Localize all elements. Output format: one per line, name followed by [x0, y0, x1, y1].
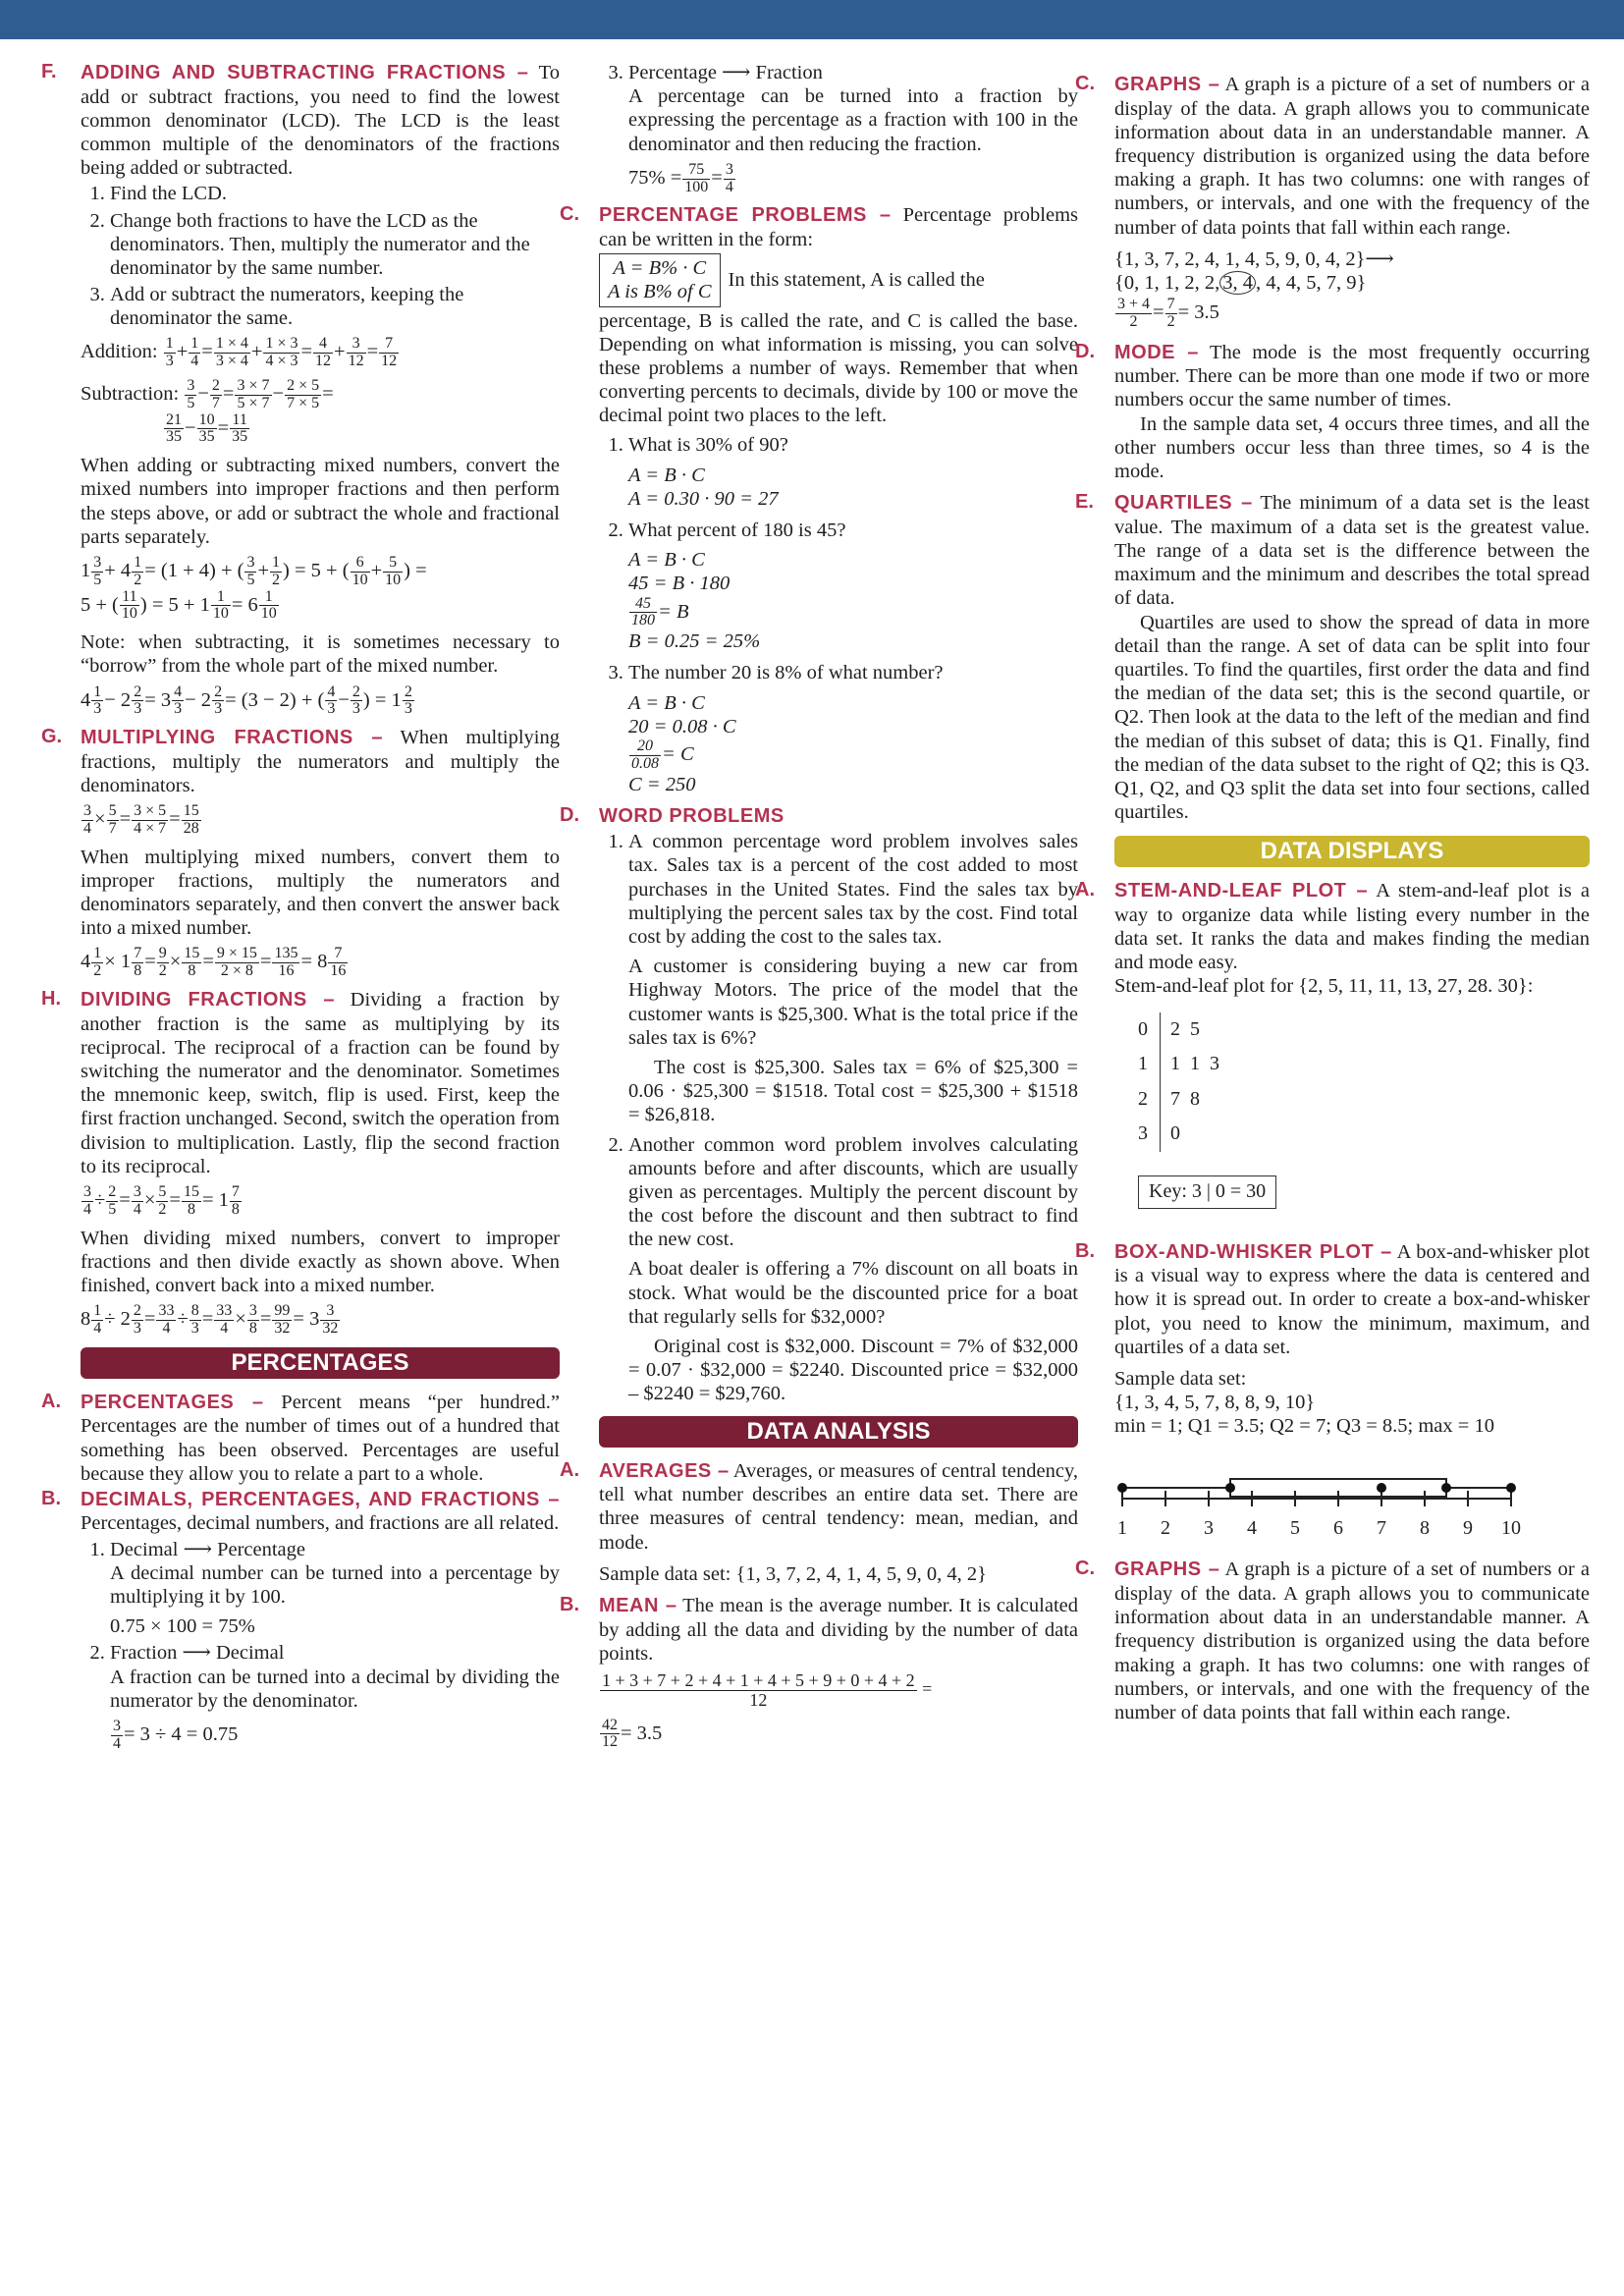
sample-data: {1, 3, 4, 5, 7, 8, 8, 9, 10}	[1114, 1392, 1316, 1414]
tick-label: 10	[1501, 1517, 1521, 1540]
equation: $\frac{45}{180}$ = B	[631, 594, 689, 629]
median-circle: 3, 4	[1219, 271, 1256, 295]
section-word-problems	[560, 803, 1078, 829]
section-text: Dividing a fraction by another fraction is the same as multiplying by its reciprocal. The reciprocal of a fraction can be found by switching the numerator and the denominator. Sometimes the mnemonic keep, switch, flip is used. First, keep the first fraction unchanged. Second, switch the operation from division to multiplication. Lastly, flip the second fraction to its reciprocal.	[81, 989, 560, 1177]
section-heading: MEAN –	[599, 1594, 677, 1616]
section-percentages	[41, 1390, 561, 1486]
section-graphs	[1075, 1558, 1591, 1724]
section-letter: E.	[1075, 491, 1094, 514]
section-heading: STEM-AND-LEAF PLOT –	[1114, 880, 1369, 902]
section-heading: PERCENTAGES –	[81, 1391, 264, 1413]
divide-mixed-example: 8 $\frac{1}{4}$ ÷ 2 $\frac{2}{3}$ = $\frac{33}{4}$ ÷ $\frac{8}{3}$ = $\frac{33}{4}$ × $\frac{3}{8}$ = $\frac{99}{32}$ = 3 $\frac{3}{32}$	[81, 1302, 339, 1337]
section-text: The mean is the average number. It is calculated by adding all the data and dividing by the number of data points.	[599, 1594, 1078, 1665]
section-text: percentage, B is called the rate, and C is called the base. Depending on what information is missing, you can solve these problems a number of ways. Remember that when converting percents to decimals, divide by 100 or move the decimal point two places to the left.	[599, 309, 1078, 427]
section-text: The minimum of a data set is the least value. The maximum of a data set is the greatest value. The range of a data set is the difference between the maximum and the minimum and describes the total spread of data.	[1114, 492, 1590, 610]
section-letter: B.	[41, 1487, 61, 1509]
section-median	[1075, 73, 1591, 339]
section-multiplying	[41, 726, 561, 797]
section-text: When multiplying fractions, multiply the numerators and multiply the denominators.	[81, 727, 561, 796]
multiply-mixed-example: 4 $\frac{1}{2}$ × 1 $\frac{7}{8}$ = $\frac{9}{2}$ × $\frac{15}{8}$ = $\frac{9 \times 15}{2 \times 8}$ = $\frac{135}{16}$ = 8 $\frac{7}{16}$	[81, 945, 347, 980]
section-heading: GRAPHS –	[1114, 74, 1220, 95]
equation-text: = 3 ÷ 4 = 0.75	[124, 1722, 239, 1745]
section-heading: PERCENTAGE PROBLEMS –	[599, 204, 892, 227]
section-text: Quartiles are used to show the spread of data in more detail than the range. A set of data can be split into four quartiles. To find the quartiles, first order the data and find the median of the data set; this is the second quartile, or Q2. Then look at the data to the left of the median and find the median of this subset of data; this is Q1. Finally, find the median of the data subset to the right of Q2; this is Q3. Q1, Q2, and Q3 split the data set into four sections, called quartiles.	[1114, 611, 1590, 824]
section-text: A graph is a picture of a set of numbers or a display of the data. A graph allows you to communicate information about data in an understandable manner. A frequency distribution is organized using the data before making a graph. It has two columns: one with ranges of numbers, or intervals, and one with the frequency of the number of data points that fall within each range.	[1114, 1558, 1591, 1723]
top-color-bar	[0, 0, 1624, 39]
section-text: A box-and-whisker plot is a visual way to express where the data is centered and how it is spread out. In order to create a box-and-whisker plot, you need to know the minimum, maximum, and quartiles of a data set.	[1114, 1240, 1591, 1358]
list-item-text: 2. Another common word problem involves calculating amounts before and after discounts, which are usually given as percentages. Multiply the percent discount by the cost before the discount and then subtract to find the new cost.	[628, 1133, 1078, 1251]
question: The number 20 is 8% of what number?	[628, 662, 944, 684]
section-heading: AVERAGES –	[599, 1459, 730, 1482]
equation: 20 = 0.08 · C	[628, 715, 736, 738]
section-heading: BOX-AND-WHISKER PLOT –	[1114, 1240, 1392, 1263]
example-label: Subtraction:	[81, 383, 180, 406]
section-text: The mode is the most frequently occurring number. There can be more than one mode if two or more numbers occur the same number of times.	[1114, 341, 1590, 411]
section-percentage-problems	[560, 203, 1079, 251]
formula-box	[599, 253, 721, 306]
section-heading: WORD PROBLEMS	[599, 804, 785, 827]
column-3	[1075, 73, 1591, 1726]
max-point	[1506, 1483, 1516, 1493]
list-item-text: A decimal number can be turned into a percentage by multiplying it by 100.	[110, 1561, 560, 1609]
stem-row	[1128, 1047, 1229, 1082]
section-text: In this statement, A is called the	[728, 269, 985, 292]
plot-caption: Stem-and-leaf plot for {2, 5, 11, 11, 13, 27, 28. 30}:	[1114, 975, 1534, 998]
list-item	[628, 61, 1078, 195]
stem-row	[1128, 1012, 1229, 1048]
equation: C = 250	[628, 773, 696, 795]
conversion-list	[81, 1538, 560, 1753]
section-quartiles	[1075, 491, 1590, 830]
list-item	[110, 1641, 560, 1752]
section-mean	[560, 1593, 1078, 1759]
section-letter: C.	[560, 203, 579, 226]
tick-label: 7	[1377, 1517, 1386, 1540]
mean-result: $\frac{42}{12}$ = 3.5	[602, 1716, 663, 1751]
section-text: In the sample data set, 4 occurs three times, and all the other numbers occur less than three times, so 4 is the mode.	[1114, 412, 1590, 483]
section-adding-subtracting	[41, 61, 560, 180]
list-item	[628, 661, 1078, 795]
section-text: Percentages, decimal numbers, and fractions are all related.	[81, 1512, 560, 1535]
median-result: = 3.5	[1177, 301, 1219, 324]
section-averages	[560, 1458, 1078, 1592]
section-letter: H.	[41, 988, 61, 1011]
problems-list	[599, 433, 1078, 795]
subtraction-example: Subtraction: $\frac{3}{5}$ − $\frac{2}{7}$ = $\frac{3 \times 7}{5 \times 7}$ − $\frac{2 \times 5}{7 \times 5}$ = $\frac{21}{35}$ − $\frac{10}{35}$ = $\frac{11}{35}$	[81, 377, 334, 446]
divide-example: $\frac{3}{4}$ ÷ $\frac{2}{5}$ = $\frac{3}{4}$ × $\frac{5}{2}$ = $\frac{15}{8}$ = 1 $\frac{7}{8}$	[83, 1182, 240, 1218]
stem-key: Key: 3 | 0 = 30	[1138, 1175, 1276, 1209]
list-item	[628, 1133, 1078, 1406]
list-item	[628, 519, 1078, 653]
tick-label: 9	[1463, 1517, 1473, 1540]
section-heading: MULTIPLYING FRACTIONS –	[81, 727, 384, 749]
solution-text: Original cost is $32,000. Discount = 7% of $32,000 = 0.07 · $32,000 = $2240. Discounted price = $32,000 – $2240 = $29,760.	[628, 1336, 1078, 1405]
leaves: 0	[1170, 1122, 1180, 1145]
equation: 75% = $\frac{75}{100}$ = $\frac{3}{4}$	[628, 160, 733, 195]
section-heading: GRAPHS –	[1114, 1558, 1220, 1581]
section-heading: ADDING AND SUBTRACTING FRACTIONS –	[81, 62, 529, 83]
section-letter: B.	[560, 1593, 579, 1615]
list-item-title: Fraction ⟶ Decimal	[110, 1642, 285, 1665]
section-letter: F.	[41, 61, 57, 82]
leaves: 2 5	[1170, 1017, 1200, 1040]
leaves: 7 8	[1170, 1087, 1200, 1110]
equation: 45 = B · 180	[628, 573, 731, 595]
box-whisker-plot	[1107, 1455, 1543, 1546]
q1-point	[1225, 1483, 1235, 1493]
section-heading: MODE –	[1114, 341, 1199, 363]
section-text: Averages, or measures of central tendency, tell what number describes an entire data set. There are three measures of central tendency: mean, median, and mode.	[599, 1459, 1078, 1554]
steps-list	[81, 182, 560, 330]
formula-line: A is B% of C	[608, 281, 712, 303]
tick-label: 1	[1117, 1517, 1127, 1540]
mean-sum: 1 + 3 + 7 + 2 + 4 + 1 + 4 + 5 + 9 + 0 + 4 + 2	[602, 1669, 915, 1690]
column-1	[41, 61, 561, 1761]
data-displays-banner: DATA DISPLAYS	[1114, 836, 1590, 867]
tick-label: 3	[1204, 1517, 1214, 1540]
section-letter: A.	[1075, 879, 1095, 902]
mean-result-text: = 3.5	[621, 1722, 663, 1744]
equation: A = 0.30 · 90 = 27	[628, 487, 779, 510]
tick-label: 4	[1247, 1517, 1257, 1540]
list-item: 3. Add or subtract the numerators, keeping the denominator the same.	[110, 283, 560, 330]
median-point	[1377, 1483, 1386, 1493]
sample-stats: min = 1; Q1 = 3.5; Q2 = 7; Q3 = 8.5; max = 10	[1114, 1415, 1494, 1438]
section-decimals-percentages-fractions	[41, 1487, 560, 1536]
list-item-text: 1. A common percentage word problem involves sales tax. Sales tax is a percent of the cost added to most purchases in the United States. Find the sales tax by multiplying the percent sales tax by the cost. Find total cost by adding the cost to the sales tax.	[628, 831, 1078, 949]
tick-label: 5	[1290, 1517, 1300, 1540]
set-part: , 4, 4, 5, 7, 9}	[1255, 271, 1367, 294]
mixed-numbers-text: When adding or subtracting mixed numbers, convert the mixed numbers into improper fractions and then perform the steps above, or add or subtract the whole and fractional parts separately.	[81, 455, 560, 548]
formula-line: A = B% · C	[613, 257, 707, 280]
stem: 2	[1128, 1082, 1161, 1118]
list-item-title: Percentage ⟶ Fraction	[628, 62, 823, 83]
equation: B = 0.25 = 25%	[628, 630, 761, 653]
section-letter: G.	[41, 726, 63, 748]
multiply-example: $\frac{3}{4}$ × $\frac{5}{7}$ = $\frac{3 \times 5}{4 \times 7}$ = $\frac{15}{28}$	[83, 802, 199, 837]
section-letter: C.	[1075, 73, 1095, 94]
section-letter: A.	[560, 1458, 579, 1481]
min-point	[1117, 1483, 1127, 1493]
q3-point	[1441, 1483, 1451, 1493]
list-item	[628, 433, 1078, 511]
data-set: {1, 3, 7, 2, 4, 1, 4, 5, 9, 0, 4, 2}⟶	[1114, 247, 1394, 270]
stem-row	[1128, 1082, 1229, 1118]
mean-equation: $\frac{1 + 3 + 7 + 2 + 4 + 1 + 4 + 5 + 9 + 0 + 4 + 2}{12}$ =	[602, 1669, 933, 1710]
set-part: {0, 1, 1, 2, 2,	[1114, 271, 1220, 294]
mixed-subtract-example: 4 $\frac{1}{3}$ − 2 $\frac{2}{3}$ = 3 $\frac{4}{3}$ − 2 $\frac{2}{3}$ = (3 − 2) + ( $\frac{4}{3}$ − $\frac{2}{3}$ ) = 1 $\frac{2}{3}$	[81, 683, 412, 718]
note-text: Note: when subtracting, it is sometimes necessary to “borrow” from the whole part of the mixed number.	[81, 631, 560, 678]
section-dividing	[41, 988, 560, 1178]
list-item-title: Decimal ⟶ Percentage	[110, 1538, 305, 1560]
stem-row	[1128, 1117, 1229, 1152]
list-item-text: A fraction can be turned into a decimal by dividing the numerator by the denominator.	[110, 1666, 560, 1712]
stem: 1	[1128, 1047, 1161, 1082]
word-problems-list	[599, 830, 1078, 1405]
tick-label: 8	[1420, 1517, 1430, 1540]
list-item	[628, 830, 1078, 1126]
leaves: 1 1 3	[1170, 1053, 1219, 1075]
stem-and-leaf-plot	[1128, 1012, 1590, 1238]
section-text: Percent means “per hundred.” Percentages are the number of times out of a hundred that something has been observed. Percentages are useful because they allow you to relate a part to a whole.	[81, 1391, 561, 1485]
stem: 3	[1128, 1117, 1161, 1152]
section-text: A graph is a picture of a set of numbers or a display of the data. A graph allows you to communicate information about data in an understandable manner. A frequency distribution is organized using the data before making a graph. It has two columns: one with ranges of numbers, or intervals, and one with the frequency of the number of data points that fall within each range.	[1114, 74, 1591, 239]
section-heading: DECIMALS, PERCENTAGES, AND FRACTIONS –	[81, 1488, 560, 1510]
equation: $\frac{3}{4}$ = 3 ÷ 4 = 0.75	[113, 1717, 239, 1752]
equation: $\frac{20}{0.08}$ = C	[631, 737, 694, 772]
median-equation: $\frac{3 + 4}{2}$ = $\frac{7}{2}$ = 3.5	[1117, 296, 1219, 330]
section-letter: D.	[1075, 340, 1095, 362]
section-letter: A.	[41, 1390, 61, 1412]
formula-row	[599, 253, 1078, 306]
ordered-data-set	[1114, 271, 1590, 295]
solution-text: The cost is $25,300. Sales tax = 6% of $25,300 = 0.06 · $25,300 = $1518. Total cost = $25,300 + $1518 = $26,818.	[628, 1056, 1078, 1126]
list-item	[110, 1538, 560, 1639]
list-item: 1. Find the LCD.	[110, 182, 560, 205]
section-stem-and-leaf	[1075, 879, 1590, 1237]
example-text: A boat dealer is offering a 7% discount on all boats in stock. What would be the discounted price for a boat that regularly sells for $32,000?	[628, 1258, 1078, 1328]
equation: A = B · C	[628, 691, 705, 714]
tick-label: 2	[1161, 1517, 1170, 1540]
column-2	[560, 61, 1079, 1761]
section-mode	[1075, 340, 1590, 490]
equation: A = B · C	[628, 549, 705, 572]
divide-mixed-text: When dividing mixed numbers, convert to improper fractions and then divide exactly as shown above. When finished, convert back into a mixed number.	[81, 1227, 560, 1296]
equation: 0.75 × 100 = 75%	[110, 1615, 255, 1638]
sample-data: Sample data set: {1, 3, 7, 2, 4, 1, 4, 5, 9, 0, 4, 2}	[599, 1562, 987, 1585]
section-text: Percentage problems can be written in the form:	[599, 204, 1079, 250]
question: What is 30% of 90?	[628, 434, 788, 457]
equation: A = B · C	[628, 464, 705, 486]
example-label: Addition:	[81, 341, 158, 363]
stem: 0	[1128, 1012, 1161, 1048]
tick-label: 6	[1333, 1517, 1343, 1540]
list-item: 2. Change both fractions to have the LCD as the denominators. Then, multiply the numerator and the denominator by the same number.	[110, 209, 560, 281]
data-analysis-banner: DATA ANALYSIS	[599, 1416, 1078, 1448]
mixed-add-example: 1 $\frac{3}{5}$ + 4 $\frac{1}{2}$ = (1 + 4) + ( $\frac{3}{5}$ + $\frac{1}{2}$ ) = 5 + ( $\frac{6}{10}$ + $\frac{5}{10}$ ) = 5 + ( $\frac{11}{10}$ ) = 5 + 1 $\frac{1}{10}$ = 6 $\frac{1}{10}$	[81, 554, 427, 623]
multiply-mixed-text: When multiplying mixed numbers, convert them to improper fractions, multiply the numerators and denominators separately, and then convert the answer back into a mixed number.	[81, 846, 560, 940]
section-letter: C.	[1075, 1558, 1095, 1580]
conversion-list-cont	[599, 61, 1078, 195]
section-text: A stem-and-leaf plot is a way to organize data while listing every number in the data set. It ranks the data and makes finding the median and mode easy.	[1114, 880, 1590, 974]
section-text: To add or subtract fractions, you need to find the lowest common denominator (LCD). The LCD is the least common multiple of the denominators of the fractions being added or subtracted.	[81, 62, 560, 180]
sample-label: Sample data set:	[1114, 1367, 1247, 1390]
section-letter: B.	[1075, 1239, 1095, 1262]
addition-example: Addition: $\frac{1}{3}$ + $\frac{1}{4}$ = $\frac{1 \times 4}{3 \times 4}$ + $\frac{1 \times 3}{4 \times 3}$ = $\frac{4}{12}$ + $\frac{3}{12}$ = $\frac{7}{12}$	[81, 335, 398, 370]
list-item-text: A percentage can be turned into a fraction by expressing the percentage as a fraction with 100 in the denominator and then reducing the fraction.	[628, 85, 1078, 155]
percentages-banner: PERCENTAGES	[81, 1347, 560, 1379]
example-text: A customer is considering buying a new car from Highway Motors. The price of the model that the customer wants is $25,300. What is the total price if the sales tax is 6%?	[628, 956, 1078, 1049]
question: What percent of 180 is 45?	[628, 519, 846, 541]
section-heading: DIVIDING FRACTIONS –	[81, 989, 335, 1011]
section-box-and-whisker	[1075, 1239, 1591, 1557]
section-letter: D.	[560, 803, 579, 826]
section-heading: QUARTILES –	[1114, 492, 1253, 515]
